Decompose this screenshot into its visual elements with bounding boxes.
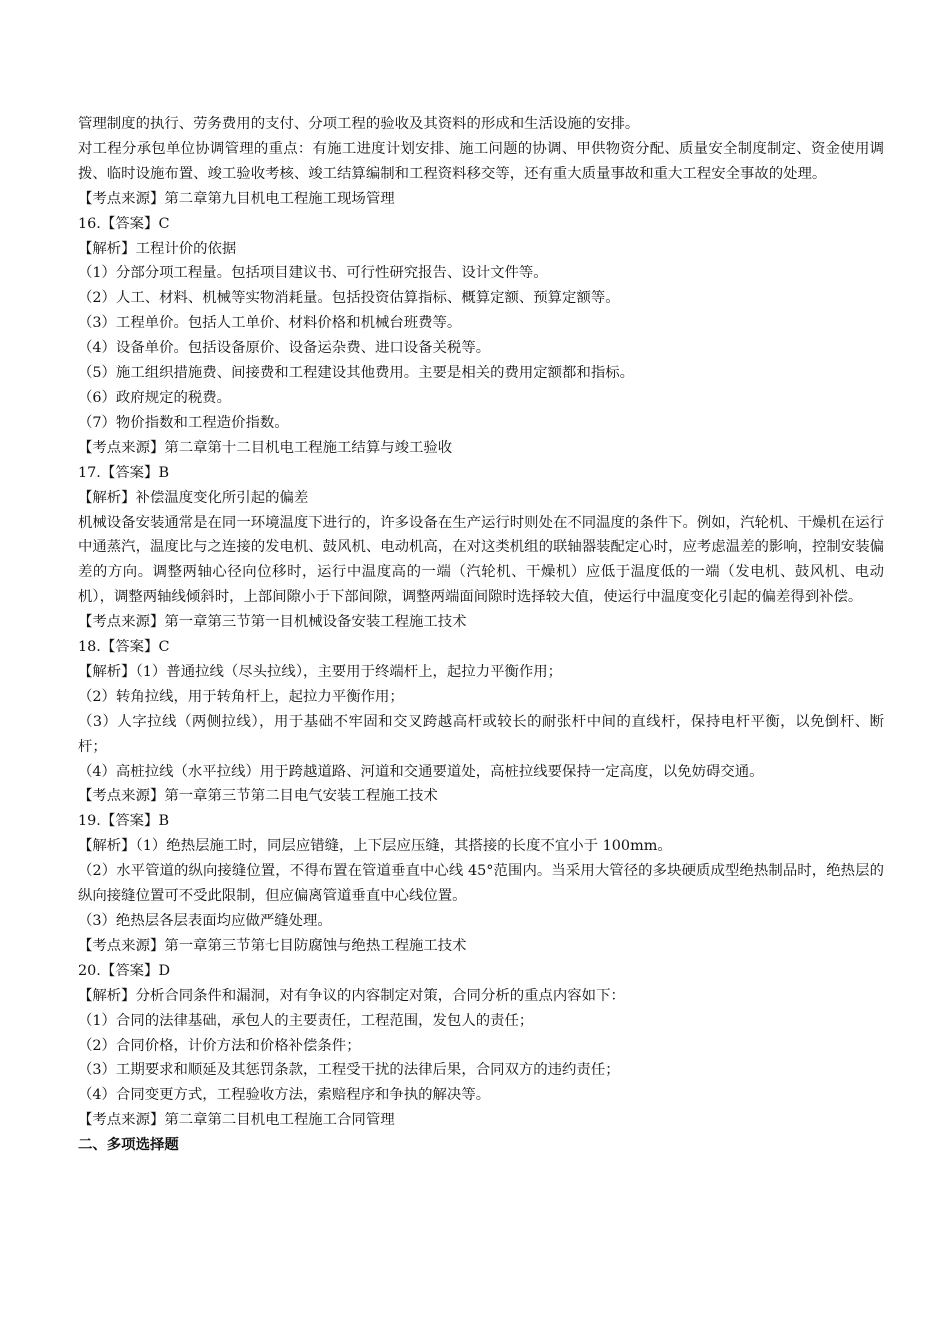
answer-line: 20.【答案】D xyxy=(78,962,170,979)
list-item: （5）施工组织措施费、间接费和工程建设其他费用。主要是相关的费用定额都和指标。 xyxy=(78,365,635,382)
list-item: （1）合同的法律基础，承包人的主要责任，工程范围，发包人的责任； xyxy=(78,1012,534,1029)
answer-line: 18.【答案】C xyxy=(78,639,170,656)
source-note: 【考点来源】第二章第二目机电工程施工合同管理 xyxy=(78,1112,395,1129)
analysis-line: 【解析】分析合同条件和漏洞，对有争议的内容制定对策，合同分析的重点内容如下： xyxy=(78,987,625,1004)
analysis-line: 【解析】（1）绝热层施工时，同层应错缝，上下层应压缝，其搭接的长度不宜小于 100mm。 xyxy=(78,838,672,855)
list-item: （2）转角拉线，用于转角杆上，起拉力平衡作用； xyxy=(78,688,404,705)
answer-line: 19.【答案】B xyxy=(78,813,170,830)
analysis-line: 【解析】工程计价的依据 xyxy=(78,240,237,257)
list-item: （2）合同价格，计价方法和价格补偿条件； xyxy=(78,1037,361,1054)
analysis-line: 【解析】（1）普通拉线（尽头拉线），主要用于终端杆上，起拉力平衡作用； xyxy=(78,663,563,680)
paragraph: 对工程分承包单位协调管理的重点：有施工进度计划安排、施工问题的协调、甲供物资分配、质量安全制度制定、资金使用调拨、临时设施布置、竣工验收考核、竣工结算编制和工程资料移交等，还有重大质量事故和重大工程安全事故的处理。 xyxy=(78,140,884,182)
list-item: （2）水平管道的纵向接缝位置，不得布置在管道垂直中心线 45°范围内。当采用大管径的多块硬质成型绝热制品时，绝热层的纵向接缝位置可不受此限制，但应偏离管道垂直中心线位置。 xyxy=(78,863,884,905)
list-item: （1）分部分项工程量。包括项目建议书、可行性研究报告、设计文件等。 xyxy=(78,265,548,282)
source-note: 【考点来源】第一章第三节第二目电气安装工程施工技术 xyxy=(78,788,438,805)
list-item: （3）人字拉线（两侧拉线），用于基础不牢固和交叉跨越高杆或较长的耐张杆中间的直线杆，保持电杆平衡，以免倒杆、断杆； xyxy=(78,713,884,755)
list-item: （3）绝热层各层表面均应做严缝处理。 xyxy=(78,913,332,929)
list-item: （4）合同变更方式，工程验收方法，索赔程序和争执的解决等。 xyxy=(78,1087,491,1104)
section-heading: 二、多项选择题 xyxy=(78,1136,179,1154)
list-item: （4）设备单价。包括设备原价、设备运杂费、进口设备关税等。 xyxy=(78,340,491,357)
list-item: （4）高桩拉线（水平拉线）用于跨越道路、河道和交通要道处，高桩拉线要保持一定高度，以免妨碍交通。 xyxy=(78,763,764,780)
source-note: 【考点来源】第一章第三节第七目防腐蚀与绝热工程施工技术 xyxy=(78,937,467,954)
list-item: （7）物价指数和工程造价指数。 xyxy=(78,414,289,431)
paragraph: 管理制度的执行、劳务费用的支付、分项工程的验收及其资料的形成和生活设施的安排。 xyxy=(78,116,640,132)
answer-line: 16.【答案】C xyxy=(78,215,170,232)
source-note: 【考点来源】第二章第十二目机电工程施工结算与竣工验收 xyxy=(78,439,453,456)
list-item: （6）政府规定的税费。 xyxy=(78,389,232,406)
list-item: （2）人工、材料、机械等实物消耗量。包括投资估算指标、概算定额、预算定额等。 xyxy=(78,290,620,307)
source-note: 【考点来源】第二章第九目机电工程施工现场管理 xyxy=(78,190,395,207)
answer-line: 17.【答案】B xyxy=(78,464,170,481)
list-item: （3）工期要求和顺延及其惩罚条款，工程受干扰的法律后果，合同双方的违约责任； xyxy=(78,1062,620,1079)
source-note: 【考点来源】第一章第三节第一目机械设备安装工程施工技术 xyxy=(78,614,467,631)
paragraph: 机械设备安装通常是在同一环境温度下进行的，许多设备在生产运行时则处在不同温度的条件下。例如，汽轮机、干燥机在运行中通蒸汽，温度比与之连接的发电机、鼓风机、电动机高，在对这类机组的联轴器装配定心时，应考虑温差的影响，控制安装偏差的方向。调整两轴心径向位移时，运行中温度高的一端（汽轮机、干燥机）应低于温度低的一端（发电机、鼓风机、电动机），调整两轴线倾斜时，上部间隙小于下部间隙，调整两端面间隙时选择较大值，使运行中温度变化引起的偏差得到补偿。 xyxy=(78,514,884,606)
analysis-line: 【解析】补偿温度变化所引起的偏差 xyxy=(78,489,309,506)
list-item: （3）工程单价。包括人工单价、材料价格和机械台班费等。 xyxy=(78,315,462,332)
document-body xyxy=(78,112,884,1158)
